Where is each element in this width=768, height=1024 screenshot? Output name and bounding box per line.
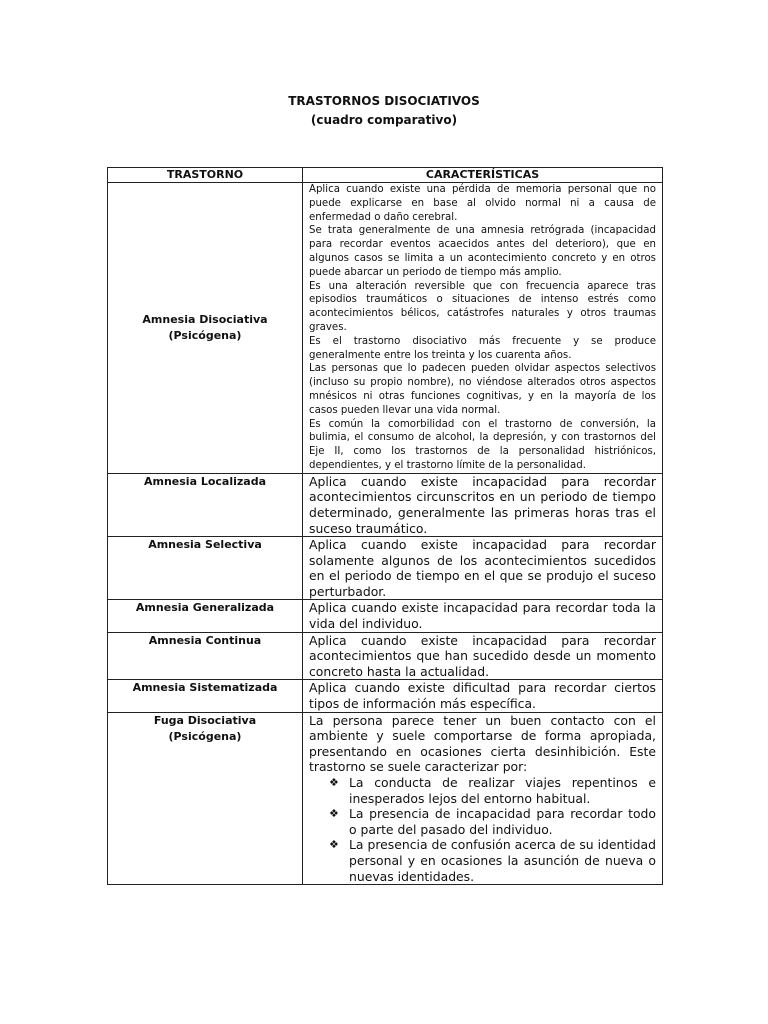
disorder-name-line1: Amnesia Selectiva <box>148 538 262 552</box>
table-row <box>108 632 663 680</box>
diamond-bullet-icon: ❖ <box>329 776 339 790</box>
table-row <box>108 712 663 885</box>
table-row <box>108 600 663 632</box>
list-item-text: La presencia de incapacidad para recordar todo o parte del pasado del individuo. <box>349 806 656 837</box>
disorder-name <box>108 680 303 712</box>
paragraph: Aplica cuando existe incapacidad para recordar toda la vida del individuo. <box>309 600 656 632</box>
header-caracteristicas: CARACTERÍSTICAS <box>303 168 663 183</box>
list-item <box>329 806 656 837</box>
list-item-text: La presencia de confusión acerca de su identidad personal y en ocasiones la asunción de nueva o nuevas identidades. <box>349 837 656 884</box>
table-row <box>108 680 663 712</box>
paragraph: Aplica cuando existe una pérdida de memoria personal que no puede explicarse en base al olvido normal ni a causa de enfermedad o daño cerebral. <box>309 184 656 223</box>
header-trastorno: TRASTORNO <box>108 168 303 183</box>
document-title: TRASTORNOS DISOCIATIVOS <box>288 94 480 108</box>
disorder-characteristics <box>303 537 663 600</box>
table-row <box>108 183 663 474</box>
paragraph: Aplica cuando existe incapacidad para recordar acontecimientos que han sucedido desde un momento concreto hasta la actualidad. <box>309 632 656 679</box>
disorder-name-line2: (Psicógena) <box>168 328 242 342</box>
disorder-name <box>108 473 303 536</box>
comparison-table <box>107 167 663 885</box>
paragraph: Es el trastorno disociativo más frecuente y se produce generalmente entre los treinta y los cuarenta años. <box>309 335 656 361</box>
paragraph: Se trata generalmente de una amnesia retrógrada (incapacidad para recordar eventos acaecidos antes del deterioro), que en algunos casos se limita a un acontecimiento concreto y en otros puede abarcar un periodo de tiempo más amplio. <box>309 225 656 278</box>
list-item-text: La conducta de realizar viajes repentinos e inesperados lejos del entorno habitual. <box>349 775 656 806</box>
disorder-name <box>108 183 303 474</box>
disorder-name-line1: Amnesia Localizada <box>143 474 266 488</box>
list-item <box>329 775 656 806</box>
disorder-name <box>108 537 303 600</box>
disorder-name <box>108 712 303 885</box>
disorder-characteristics <box>303 183 663 474</box>
disorder-name-line1: Amnesia Generalizada <box>135 601 275 615</box>
disorder-characteristics <box>303 600 663 632</box>
bullet-list <box>309 775 656 884</box>
diamond-bullet-icon: ❖ <box>329 838 339 852</box>
paragraph: Es una alteración reversible que con frecuencia aparece tras episodios traumáticos o situaciones de intenso estrés como acontecimientos bélicos, catástrofes naturales y otros traumas graves. <box>309 280 656 333</box>
paragraph: Las personas que lo padecen pueden olvidar aspectos selectivos (incluso su propio nombre), no viéndose alterados otros aspectos mnésicos ni otras funciones cognitivas, y en la mayoría de los casos pueden llevar una vida normal. <box>309 363 656 416</box>
table-header-row <box>108 168 663 183</box>
document-subtitle: (cuadro comparativo) <box>310 113 458 127</box>
paragraph: Aplica cuando existe incapacidad para recordar acontecimientos circunscritos en un periodo de tiempo determinado, generalmente las primeras horas tras el suceso traumático. <box>309 473 656 536</box>
disorder-name-line1: Amnesia Disociativa <box>142 312 268 326</box>
disorder-name-line1: Amnesia Sistematizada <box>132 681 278 695</box>
disorder-characteristics <box>303 473 663 536</box>
table-row <box>108 537 663 600</box>
disorder-name <box>108 632 303 680</box>
table-row <box>108 473 663 536</box>
diamond-bullet-icon: ❖ <box>329 807 339 821</box>
paragraph: Aplica cuando existe incapacidad para recordar solamente algunos de los acontecimientos sucedidos en el periodo de tiempo en el que se produjo el suceso perturbador. <box>309 537 656 599</box>
paragraph: Es común la comorbilidad con el trastorno de conversión, la bulimia, el consumo de alcohol, la depresión, y con trastornos del Eje II, como los trastornos de la personalidad histriónicos, dependientes, y el trastorno límite de la personalidad. <box>309 418 656 471</box>
paragraph: Aplica cuando existe dificultad para recordar ciertos tipos de información más específica. <box>309 680 656 712</box>
disorder-characteristics <box>303 712 663 885</box>
paragraph: La persona parece tener un buen contacto con el ambiente y suele comportarse de forma apropiada, presentando en ocasiones cierta desinhibición. Este trastorno se suele caracterizar por: <box>309 712 656 775</box>
disorder-name-line1: Fuga Disociativa <box>153 713 257 727</box>
disorder-name-line2: (Psicógena) <box>168 729 242 743</box>
disorder-characteristics <box>303 632 663 680</box>
disorder-name-line1: Amnesia Continua <box>148 633 262 647</box>
list-item <box>329 837 656 884</box>
disorder-name <box>108 600 303 632</box>
disorder-characteristics <box>303 680 663 712</box>
